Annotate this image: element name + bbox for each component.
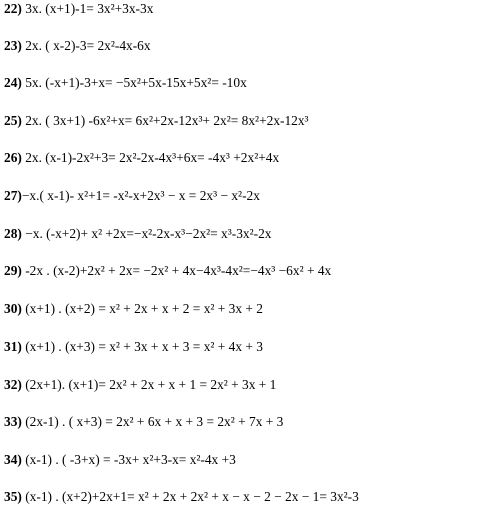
- problem-number: 33): [4, 414, 22, 429]
- problem-29: [4, 262, 484, 280]
- problem-equation: (x+1) . (x+2) = x² + 2x + x + 2 = x² + 3x + 2: [21, 301, 263, 316]
- problem-equation: (2x+1). (x+1)= 2x² + 2x + x + 1 = 2x² + 3x + 1: [21, 377, 277, 392]
- problem-number: 30): [4, 301, 22, 316]
- problem-equation: −x. (-x+2)+ x² +2x=−x²-2x-x³−2x²= x³-3x²-2x: [21, 226, 272, 241]
- problem-equation: (x+1) . (x+3) = x² + 3x + x + 3 = x² + 4x + 3: [21, 339, 263, 354]
- problem-equation: 3x. (x+1)-1= 3x²+3x-3x: [21, 1, 154, 16]
- problem-33: [4, 413, 484, 431]
- problem-number: 26): [4, 150, 22, 165]
- problem-number: 35): [4, 489, 22, 504]
- problem-26: [4, 149, 484, 167]
- problem-number: 23): [4, 38, 22, 53]
- problem-number: 32): [4, 377, 22, 392]
- problem-30: [4, 300, 484, 318]
- problem-equation: 5x. (-x+1)-3+x= −5x²+5x-15x+5x²= -10x: [21, 75, 247, 90]
- problem-number: 25): [4, 113, 22, 128]
- problem-32: [4, 376, 484, 394]
- problem-equation: −x.( x-1)- x²+1= -x²-x+2x³ − x = 2x³ − x²-2x: [21, 188, 260, 203]
- problem-22: [4, 0, 484, 18]
- problem-number: 22): [4, 1, 22, 16]
- problem-28: [4, 225, 484, 243]
- problem-27: [4, 187, 484, 205]
- problem-number: 34): [4, 452, 22, 467]
- problem-number: 28): [4, 226, 22, 241]
- problem-number: 27): [4, 188, 22, 203]
- problem-equation: 2x. ( 3x+1) -6x²+x= 6x²+2x-12x³+ 2x²= 8x²+2x-12x³: [21, 113, 309, 128]
- problem-number: 24): [4, 75, 22, 90]
- problem-34: [4, 451, 484, 469]
- problem-35: [4, 488, 484, 506]
- problem-equation: (2x-1) . ( x+3) = 2x² + 6x + x + 3 = 2x² + 7x + 3: [21, 414, 284, 429]
- problem-23: [4, 37, 484, 55]
- problem-number: 31): [4, 339, 22, 354]
- problem-31: [4, 338, 484, 356]
- problem-equation: 2x. ( x-2)-3= 2x²-4x-6x: [21, 38, 151, 53]
- problem-equation: -2x . (x-2)+2x² + 2x= −2x² + 4x−4x³-4x²=−4x³ −6x² + 4x: [21, 263, 332, 278]
- problem-number: 29): [4, 263, 22, 278]
- problem-equation: (x-1) . ( -3+x) = -3x+ x²+3-x= x²-4x +3: [21, 452, 236, 467]
- problem-25: [4, 112, 484, 130]
- problem-equation: (x-1) . (x+2)+2x+1= x² + 2x + 2x² + x − x − 2 − 2x − 1= 3x²-3: [21, 489, 359, 504]
- problem-equation: 2x. (x-1)-2x²+3= 2x²-2x-4x³+6x= -4x³ +2x²+4x: [21, 150, 280, 165]
- problem-24: [4, 74, 484, 92]
